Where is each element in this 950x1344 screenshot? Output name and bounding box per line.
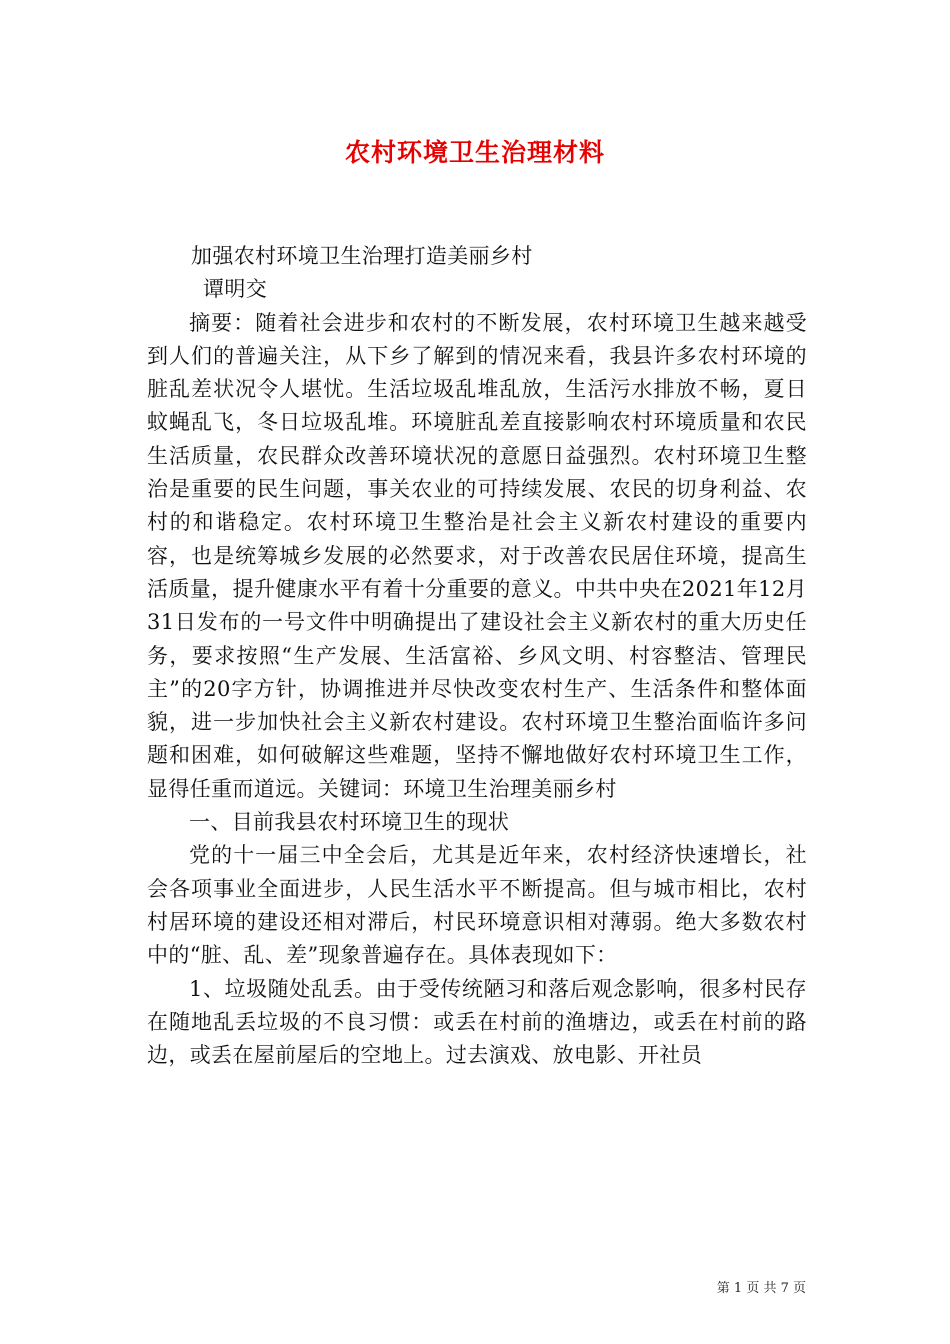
abstract-paragraph: 摘要：随着社会进步和农村的不断发展，农村环境卫生越来越受到人们的普遍关注，从下乡了解到的情况来看，我县许多农村环境的脏乱差状况令人堪忧。生活垃圾乱堆乱放，生活污水排放不畅，夏日蚊蝇乱飞，冬日垃圾乱堆。环境脏乱差直接影响农村环境质量和农民生活质量，农民群众改善环境状况的意愿日益强烈。农村环境卫生整治是重要的民生问题，事关农业的可持续发展、农民的切身利益、农村的和谐稳定。农村环境卫生整治是社会主义新农村建设的重要内容，也是统筹城乡发展的必然要求，对于改善农民居住环境，提高生活质量，提升健康水平有着十分重要的意义。中共中央在2021年12月31日发布的一号文件中明确提出了建设社会主义新农村的重大历史任务，要求按照“生产发展、生活富裕、乡风文明、村容整洁、管理民主”的20字方针，协调推进并尽快改变农村生产、生活条件和整体面貌，进一步加快社会主义新农村建设。农村环境卫生整治面临许多问题和困难，如何破解这些难题，坚持不懈地做好农村环境卫生工作，显得任重而道远。关键词：环境卫生治理美丽乡村 — [147, 310, 807, 801]
document-author: 谭明交 — [203, 277, 268, 302]
document-title: 农村环境卫生治理材料 — [344, 138, 605, 167]
page-number: 第 1 页 共 7 页 — [716, 1281, 806, 1296]
body-paragraph: 1、垃圾随处乱丢。由于受传统陋习和落后观念影响，很多村民存在随地乱丢垃圾的不良习惯：或丢在村前的渔塘边，或丢在村前的路边，或丢在屋前屋后的空地上。过去演戏、放电影、开社员 — [147, 976, 807, 1068]
document-subtitle: 加强农村环境卫生治理打造美丽乡村 — [191, 244, 533, 268]
body-paragraph: 党的十一届三中全会后，尤其是近年来，农村经济快速增长，社会各项事业全面进步，人民生活水平不断提高。但与城市相比，农村村居环境的建设还相对滞后，村民环境意识相对薄弱。绝大多数农村中的“脏、乱、差”现象普遍存在。具体表现如下： — [147, 843, 807, 968]
document-body — [147, 240, 807, 1072]
section-heading: 一、目前我县农村环境卫生的现状 — [189, 810, 510, 835]
